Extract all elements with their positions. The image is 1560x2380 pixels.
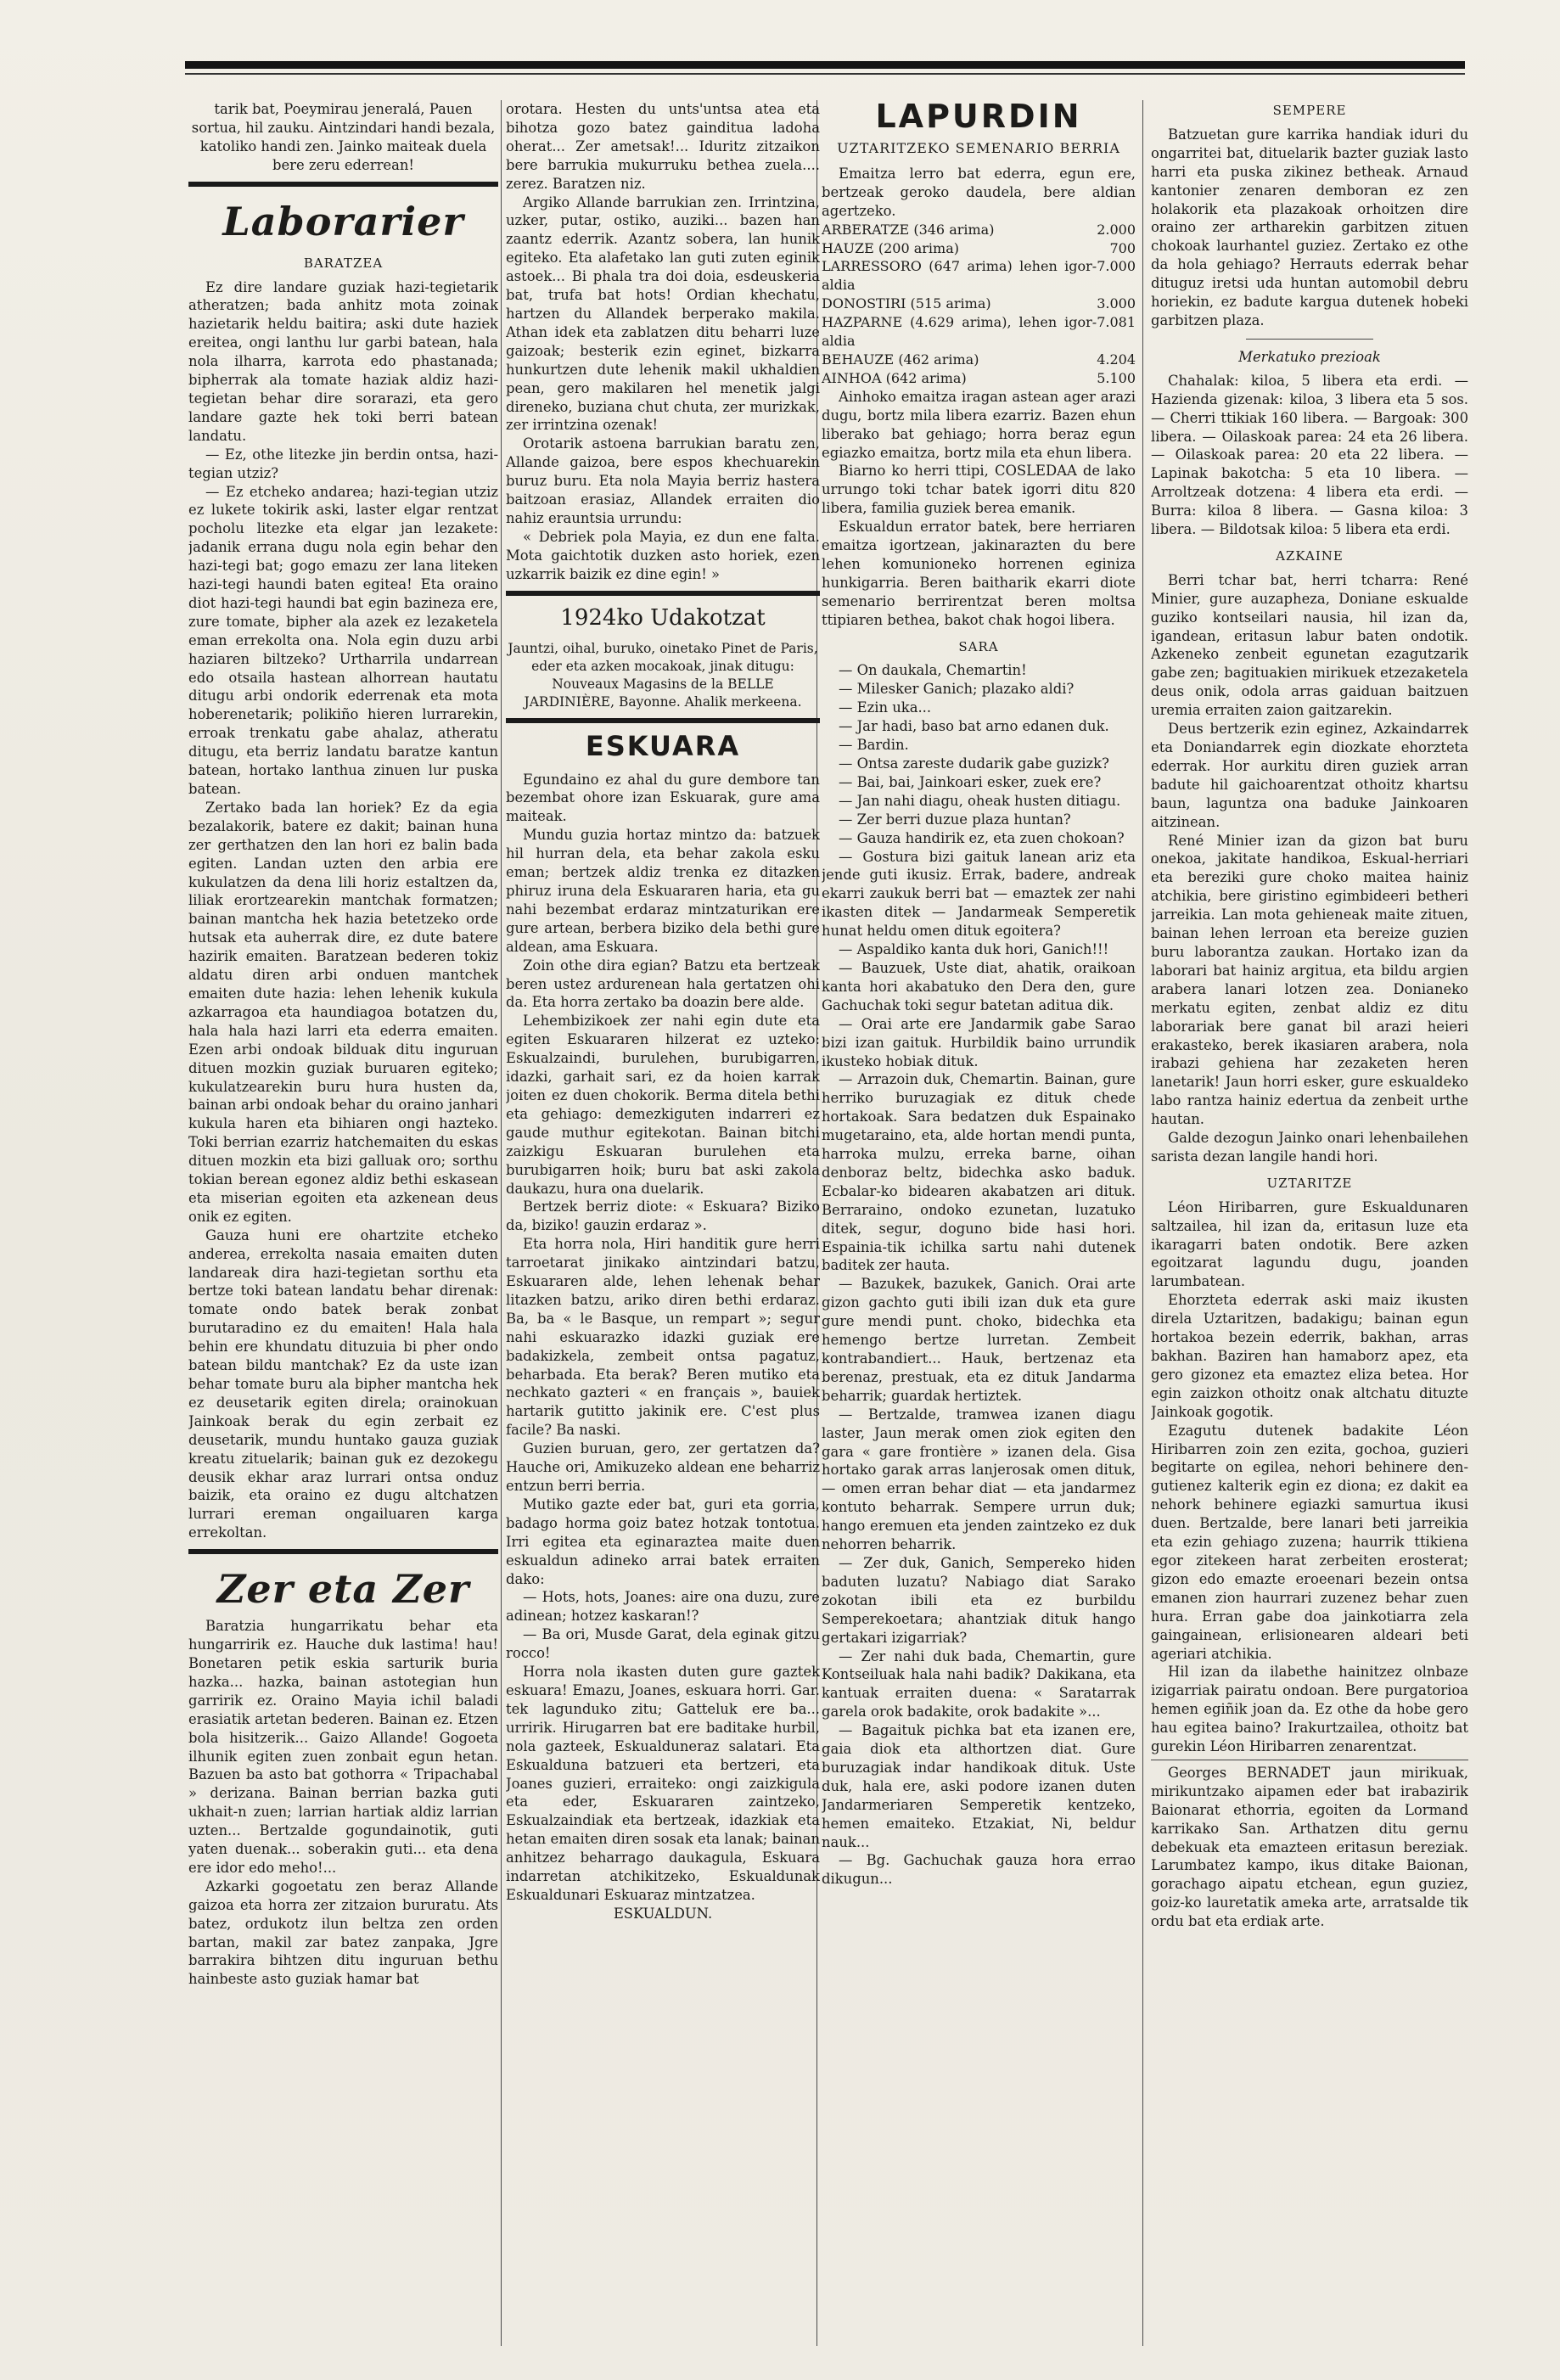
paragraph: Eskualdun errator batek, bere herriaren emaitza igortzean, jakinarazten du bere lehen komunioneko horrenen eginiza hunkigarria. Beren baitharik ekarri diote semenario berrirentzat beren moltsa ttipiaren bethea, bakot chak hogoi libera.: [822, 519, 1136, 628]
azkaine-heading: AZKAINE: [1276, 547, 1344, 564]
column-rule: [1142, 100, 1143, 2346]
paragraph: Ez dire landare guziak hazi-tegietarik atheratzen; bada anhitz mota zoinak hazietarik heldu baitira; aski dute haziek ereitea, ongi lanthu lur garbi batean, hala nola ilharra, karrota edo phastanada; bipherrak ala tomate haziak aldiz hazi-tegietan behar dire sorarazi, eta gero landare gazte hek toki berri batean landatu.: [188, 278, 498, 444]
dialog-line: — Bagaituk pichka bat eta izanen ere, gaia diok eta althortzen diat. Gure buruzagiak indar handikoak dituk. Uste duk, hala ere, aski podore izanen duten Jandarmeriaren Semperetik kentzeko, hemen emaiteko. Etzakiat, Ni, beldur nauk...: [822, 1722, 1136, 1850]
paragraph: Baratzia hungarrikatu behar eta hungarririk ez. Hauche duk lastima! hau! Bonetaren petik eskia sarturik buria hazka... hazka, bainan astotegian hun garririk ez. Oraino Mayia ichil baladi erasiatik artetan bederen. Bainan ez. Etzen bola hisitzerik... Gaizo Allande! Gogoeta ilhunik egiten zuen zonbait egun hetan. Bazuen ba asto bat gothorra « Tripachabal » derizana. Bainan berrian bazka guti ukhait-n zuen; larrian hartiak aldiz larrian uzten... Bertzalde gogundainotik, guti yaten duenak... soberakin guti... eta dena ere idor edo meho!...: [188, 1618, 498, 1876]
top-rule-thin: [185, 73, 1465, 75]
table-cell: 3.000: [1097, 295, 1136, 312]
baratzea-heading: BARATZEA: [303, 255, 384, 271]
paragraph: Batzuetan gure karrika handiak iduri du ongarritei bat, dituelarik bazter guziak lasto harri eta puska zikinez betheak. Arnaud kantonier zenaren demboran ez zen holakorik eta plazakoak orhoitzen dire oraino zer artharekin garbitzen zituen chokoak laurhantel guziez. Zertako ez othe da hola gehiago? Herrauts ederrak behar dituguz iretsi uda huntan automobil debru horiekin, ez badute kargua dutenek hobeki garbitzen plaza.: [1151, 126, 1468, 328]
dialog-line: — Jan nahi diagu, oheak husten ditiagu.: [839, 792, 1121, 809]
dialog-line: — On daukala, Chemartin!: [839, 662, 1027, 679]
table-row: [822, 313, 1136, 351]
column-4: [1151, 100, 1468, 2355]
paragraph: Galde dezogun Jainko onari lehenbailehen sarista dezan langile handi hori.: [1151, 1130, 1468, 1165]
column-1: [188, 100, 498, 2355]
paragraph: Azkarki gogoetatu zen beraz Allande gaizoa eta horra zer zitzaion bururatu. Ats batez, ordukotz ilun beltza zen orden bartan, makil zar batez zanpaka, Jgre barrakira bihtzen ditu inguruan bethu hainbeste asto guziak hamar bat: [188, 1878, 498, 1988]
paragraph: Lehembizikoek zer nahi egin dute eta egiten Eskuararen hilzerat ez uzteko: Eskualzaindi, burulehen, burubigarren, idazki, garhait sari, ez da hoien karrak joiten ez duen chokorik. Berma ditela bethi eta gehiago: demezkiguten indarreri ez gaude muthur egitekotan. Bainan bitchi zaizkigu Eskuaran burulehen eta burubigarren hoik; buru bat aski zakola daukazu, hura ona duelarik.: [506, 1013, 820, 1197]
table-cell: AINHOA (642 arima): [822, 369, 967, 386]
column-3: [822, 100, 1136, 2355]
paragraph: Zertako bada lan horiek? Ez da egia bezalakorik, batere ez dakit; bainan huna zer gerthatzen den lan hori ez balin bada egiten. Landan uzten den arbia ere kukulatzen da dena lili horiz estaltzen da, liliak erortzearekin mantchak formatzen; bainan mantcha hek hazia betetzeko orde hutsak eta auherrak dire, ez dute batere hazirik emaiten. Baratzean bederen tokiz aldatu diren arbi onduen mantchek emaiten dute hazia: lehen lehenik kukula azkarragoa eta haundiagoa botatzen du, hala hala hazi larri eta ederra emaiten. Ezen arbi ondoak bilduak ditu inguruan dituen mozkin guziak buruaren egiteko; kukulatzearekin buru hura husten da, bainan arbi ondoak behar du oraino janhari kukula haren eta bihiaren ongi hazteko. Toki berrian ezarriz hatchemaiten du eskas dituen mozkin eta bizi galluak oro; sorthu tokian berean egonez aldiz bethi eskasean eta miserian egoiten eta azkenean deus onik ez egiten.: [188, 799, 498, 1225]
paragraph: Gauza huni ere ohartzite etcheko anderea, errekolta nasaia emaiten duten landareak dira hazi-tegietan sorthu eta bertze toki batean landatu behar direnak: tomate ondo batek berak zonbat burutaradino ez du emaiten! Hala hala behin ere khundatu dituzuia bi pher ondo batean bildu mantchak? Ez da uste izan behar tomate buru ala bipher mantcha hek ez deusetarik egiten direla; orainokuan Jainkoak berak du egin zerbait ez deusetarik, mundu huntako gauza guziak kreatu zituelarik; bainan guk ez dezokegu deusik ekhar araz lurrari ontsa onduz baizik, eta oraino ez dugu altchatzen lurrari ereman ongailuaren karga errekoltan.: [188, 1226, 498, 1541]
dialog-line: — Arrazoin duk, Chemartin. Bainan, gure herriko buruzagiak ez dituk chede hortakoak. Sara bedatzen duk Espainako mugetaraino, eta, alde hortan mendi punta, harroka mulzu, erreka barne, oihan denboraz beltz, bidechka asko baduk. Ecbalar-ko bidearen akabatzen ari dituk. Berraraino, ondoko ezunetan, luzatuko ditek, segur, doguno bide hasi hori. Espainia-tik ichilka sartu nahi dutenek baditek zer hauta.: [822, 1071, 1136, 1274]
sara-dialog: [822, 661, 1136, 1889]
paragraph: Deus bertzerik ezin eginez, Azkaindarrek eta Doniandarrek egin diozkate ehorzteta ederrak. Hor aurkitu diren guziek arran badute hil gaichoarentzat othoitz khartsu baun, laguntza ona baduke Jainkoaren aitzinean.: [1151, 721, 1468, 830]
semenario-heading: UZTARITZEKO SEMENARIO BERRIA: [837, 140, 1120, 156]
table-cell: HAUZE (200 arima): [822, 239, 959, 256]
paragraph: Guzien buruan, gero, zer gertatzen da? Hauche ori, Amikuzeko aldean ene beharriz entzun berri berria.: [506, 1440, 820, 1494]
paragraph: — Ez, othe litezke jin berdin ontsa, hazi-tegian utziz?: [188, 446, 498, 481]
table-cell: ARBERATZE (346 arima): [822, 221, 995, 238]
donations-table: [822, 221, 1136, 388]
table-cell: HAZPARNE (4.629 arima), lehen igor-aldia: [822, 314, 1097, 350]
paragraph: orotara. Hesten du unts'untsa atea eta bihotza gozo batez gainditua ladoha oherat... Zer ametsak!... Iduritz zitzaikon bere barrukia mukurruku bethea zuela.... zerez. Baratzen niz.: [506, 101, 820, 192]
paragraph: Hil izan da ilabethe hainitzez olnbaze izigarriak pairatu ondoan. Bere purgatorioa hemen egiñik joan da. Ez othe da hobe gero hau egitea baino? Irakurtzailea, othoitz bat gurekin Léon Hiribarren zenarentzat.: [1151, 1664, 1468, 1755]
zer-eta-zer-title: Zer eta Zer: [216, 1566, 470, 1613]
dialog-line: — Zer duk, Ganich, Sempereko hiden baduten luzatu? Nabiago diat Sarako zokotan ibili eta ez burbildu Semperekoetara; ahantziak dituk hango gertakari izigarriak?: [822, 1554, 1136, 1646]
paragraph: Ehorzteta ederrak aski maiz ikusten direla Uztaritzen, badakigu; bainan egun hortakoa bezein ederrik, bakhan, arras bakhan. Baziren han hamaborz apez, eta gero gizonez eta emaztez eliza betea. Hor egin zaizkon othoitz onak altchatu dituzte Jainkoak gogotik.: [1151, 1292, 1468, 1420]
paragraph: Ainhoko emaitza iragan astean ager arazi dugu, bortz mila libera ezarriz. Bazen ehun liberako bat gehiago; horra beraz egun egiazko emaitza, bortz mila eta ehun libera.: [822, 388, 1136, 461]
ad-body: Jauntzi, oihal, buruko, oinetako Pinet de Paris, eder eta azken mocakoak, jinak ditugu: Nouveaux Magasins de la BELLE JARDINIÈRE, Bayonne. Ahalik merkeena.: [508, 640, 818, 710]
dialog-line: — Zer nahi duk bada, Chemartin, gure Kontseiluak hala nahi badik? Dakikana, eta kantuak erraiten duena: « Saratarrak garela orok badakite, orok badakite »...: [822, 1647, 1136, 1720]
dialog-line: — Gostura bizi gaituk lanean ariz eta jende guti ikusiz. Errak, badere, andreak ekarri zaukuk berri bat — emaztek zer nahi ikasten ditek — Jandarmeak Semperetik hunat heldu omen dituk egoitera?: [822, 848, 1136, 940]
markets-heading: Merkatuko prezioak: [1238, 348, 1381, 365]
paragraph: Berri tchar bat, herri tcharra: René Minier, gure auzapheza, Doniane eskualde guziko kontseilari nausia, hil izan da, igandean, eritasun labur baten ondotik. Azkeneko zenbeit egunetan ezagutzarik gabe zen; bagituakien mirikuek etzezaketela deus onik, odola arras gaiduan baitzuen uremia erraiten zaion gaitzarekin.: [1151, 571, 1468, 719]
table-row: [822, 295, 1136, 313]
table-cell: 2.000: [1097, 221, 1136, 238]
paragraph: Orotarik astoena barrukian baratu zen, Allande gaizoa, bere espos khechuarekin buruz buru. Eta nola Mayia berriz hastera baitzoan erasiaz, Allandek erraiten dio nahiz erauntsia urrundu:: [506, 435, 820, 526]
dialog-line: — Gauza handirik ez, eta zuen chokoan?: [839, 829, 1125, 846]
intro-text: tarik bat, Poeymirau jeneralá, Pauen sortua, hil zauku. Aintzindari handi bezala, katoliko handi zen. Jainko maiteak duela bere zeru ederrean!: [191, 101, 496, 173]
paragraph: — Hots, hots, Joanes: aire ona duzu, zure adinean; hotzez kaskaran!?: [506, 1589, 820, 1625]
table-cell: 4.204: [1097, 351, 1136, 368]
table-cell: 7.000: [1097, 258, 1136, 275]
table-cell: DONOSTIRI (515 arima): [822, 295, 991, 312]
section-rule: [506, 718, 820, 723]
paragraph: Bertzek berriz diote: « Eskuara? Biziko da, biziko! gauzin erdaraz ».: [506, 1198, 820, 1234]
paragraph: Eta horra nola, Hiri handitik gure herri tarroetarat jinikako aintzindari batzu, Eskuararen alde, lehen lehenak behar litazken batzu, ariko diren bethi erdaraz. Ba, ba « le Basque, un rempart »; segur nahi eskuarazko idazki guziak ere badakizkela, zembeit ontsa pagatuz, beharbada. Eta berak? Beren mutiko eta nechkato gazteri « en français », bauiek hartarik gutitto jakinik ere. C'est plus facile? Ba naski.: [506, 1236, 820, 1439]
dialog-line: — Bardin.: [839, 737, 909, 754]
top-rule: [185, 61, 1465, 69]
paragraph: Chahalak: kiloa, 5 libera eta erdi. — Hazienda gizenak: kiloa, 3 libera eta 5 sos. — Cherri ttikiak 160 libera. — Bargoak: 300 libera. — Oilaskoak parea: 24 eta 26 libera. — Oilaskoak parea: 20 eta 22 libera. — Lapinak bakotcha: 5 eta 10 libera. — Arroltzeak dotzena: 4 libera eta erdi. — Burra: kiloa 8 libera. — Gasna kiloa: 3 libera. — Bildotsak kiloa: 5 libera eta erdi.: [1151, 372, 1468, 538]
dialog-line: — Orai arte ere Jandarmik gabe Sarao bizi izan gaituk. Hurbildik baino urrundik ikusteko hobiak dituk.: [822, 1015, 1136, 1069]
paragraph: Mutiko gazte eder bat, guri eta gorria, badago horma goiz batez hotzak tontotua. Irri egitea eta eginaraztea maite duen eskualdun adineko arrai batek erraiten dako:: [506, 1496, 820, 1587]
paragraph: Argiko Allande barrukian zen. Irrintzina, uzker, putar, ostiko, auziki... bazen han zaantz ederrik. Azantz sobera, lan hunik egiteko. Eta alafetako lan guti zuten eginik astoek... Bi phala tra doi doia, esdeuskeria bat, trufa bat hots! Ordian khechatu, hartzen du Allandek berperako makila. Athan idek eta zablatzen ditu beharri luze gaizoak; besterik ezin eginet, bizkarra hunkurtzen dute lehenik makil ukhaldien pean, gero makilaren hel menetik jalgi direneko, buziana chut chuta, zer murizkak, zer irrintzina ozenak!: [506, 194, 820, 434]
column-2: [506, 100, 820, 2355]
dialog-line: — Ontsa zareste dudarik gabe guzizk?: [839, 755, 1109, 772]
paragraph: — Ba ori, Musde Garat, dela eginak gitzu rocco!: [506, 1626, 820, 1662]
table-row: [822, 239, 1136, 258]
laborarier-title: Laborarier: [222, 198, 464, 244]
paragraph: Emaitza lerro bat ederra, egun ere, bertzeak geroko daudela, bere aldian agertzeko.: [822, 165, 1136, 219]
paragraph: Horra nola ikasten duten gure gaztek eskuara! Emazu, Joanes, eskuara horri. Gar. tek lagunduko zitu; Gatteluk ere ba... urririk. Hirugarren bat ere baditake hurbil, nola gazteek, Eskualduneraz salatari. Eta Eskualduna batzueri eta bertzeri, eta Joanes guzieri, erraiteko: ongi zaizkigula eta eder, Eskuararen zaintzeko, Eskualzaindiak eta bertzeak, idazkiak eta hetan emaiten diren sosak eta lanak; bainan anhitzez beharrago daukagula, Eskuara indarretan atchikitzeko, Eskualdunak Eskualdunari Eskuaraz mintzatzea.: [506, 1664, 820, 1903]
table-row: [822, 351, 1136, 369]
table-cell: 5.100: [1097, 369, 1136, 386]
dialog-line: — Milesker Ganich; plazako aldi?: [839, 681, 1075, 698]
dialog-line: — Bauzuek, Uste diat, ahatik, oraikoan kanta hori akabatuko den Dera den, gure Gachuchak toki segur batetan aditua dik.: [822, 959, 1136, 1013]
section-rule: [188, 1549, 498, 1554]
column-rule: [501, 100, 502, 2346]
table-cell: LARRESSORO (647 arima) lehen igor-aldia: [822, 258, 1097, 294]
divider: [1246, 339, 1373, 340]
paragraph: Ezagutu dutenek badakite Léon Hiribarren zoin zen ezita, gochoa, guzieri begitarte on egilea, nehori behinere den-gutienez kalterik egin ez diona; ez dakit ea nehork behinere egiazki samurtua ikusi duen. Bertzalde, bere lanari beti jarreikia eta ezin gehiago zuzena; haurrik ttikiena egor zitekeen harat zerbeiten erosterat; gizon edo emazte eroeenari bezein ontsa emanen zion haurrari zuzenez behar zuen hura. Erran gabe doa jainkotiarra zela gaingainean, erlisionearen aldeari beti ageriari atchikia.: [1151, 1422, 1468, 1662]
dialog-line: — Bg. Gachuchak gauza hora errao dikugun...: [822, 1852, 1136, 1888]
paragraph: Zoin othe dira egian? Batzu eta bertzeak beren ustez ardurenean hala gertatzen ohi da. Eta horra zertako ba doazin bere alde.: [506, 957, 820, 1011]
dialog-line: — Jar hadi, baso bat arno edanen duk.: [839, 718, 1109, 735]
lapurdin-title: LAPURDIN: [875, 100, 1082, 135]
uztaritze-heading: UZTARITZE: [1266, 1175, 1353, 1191]
eskuara-title: ESKUARA: [585, 729, 741, 762]
dialog-line: — Aspaldiko kanta duk hori, Ganich!!!: [839, 941, 1109, 958]
table-cell: 700: [1109, 239, 1136, 256]
paragraph: Mundu guzia hortaz mintzo da: batzuek hil hurran dela, eta behar zakola esku eman; bertzek aldiz trenka ez ditazken phiruz iruna dela Eskuararen haria, eta gu nahi bezembat erdaraz mintzaturikan ere gure artean, berbera biziko dela bethi gure aldean, ama Eskuara.: [506, 827, 820, 955]
paragraph: Egundaino ez ahal du gure dembore tan bezembat ohore izan Eskuarak, gure ama maiteak.: [506, 771, 820, 825]
dialog-line: — Bazukek, bazukek, Ganich. Orai arte gizon gachto guti ibili izan duk eta gure gure mendi punt. choko, bidechka eta hemengo bertze lurretan. Zembeit kontrabandiert... Hauk, bertzenaz eta berenaz, prestuak, eta ez dituk Jandarma beharrik; guardak hertiztek.: [822, 1276, 1136, 1404]
sara-heading: SARA: [958, 638, 999, 654]
section-rule: [506, 591, 820, 596]
ad-title: 1924ko Udakotzat: [560, 604, 766, 631]
dialog-line: — Bai, bai, Jainkoari esker, zuek ere?: [839, 773, 1102, 790]
dialog-line: — Bertzalde, tramwea izanen diagu laster, Jaun merak omen ziok egiten den gara « gare frontière » izanen dela. Gisa hortako garak arras lanjerosak omen dituk, — omen erran behar diat — eta jandarmez kontuto beharrak. Sempere urrun duk; hango eremuen eta jenden zaintzeko ez duk nehorren beharrik.: [822, 1406, 1136, 1553]
signature: ESKUALDUN.: [613, 1905, 713, 1922]
sempere-heading: SEMPERE: [1272, 103, 1347, 118]
table-row: [822, 257, 1136, 295]
dialog-line: — Ezin uka...: [839, 699, 932, 716]
paragraph: Biarno ko herri ttipi, COSLEDAA de lako urrungo toki tchar batek igorri ditu 820 libera, familia guziek berea emanik.: [822, 463, 1136, 517]
paragraph: René Minier izan da gizon bat buru onekoa, jakitate handikoa, Eskual-herriari eta bereziki gure choko maitea hainiz atchikia, bere giristino egimbideeri betheri jarreikia. Lan mota gehieneak maite zituen, bainan lehen lerroan eta bereize guzien buru laborantza zaukan. Hortako izan da laborari bat hainiz argitua, eta bildu argien arabera lanari lotzen zea. Donianeko merkatu egiten, zenbat aldiz ez ditu laborariak bere ganat bil arazi heieri erakasteko, berek ikasiaren arabera, nola irabazi gehiena har zezaketen heren lanetarik! Jaun horri esker, gure eskualdeko labo rantza hainiz edertua da zenbeit urthe hautan.: [1151, 832, 1468, 1128]
table-cell: BEHAUZE (462 arima): [822, 351, 979, 368]
paragraph: Léon Hiribarren, gure Eskualdunaren saltzailea, hil izan da, eritasun luze eta ikaragarri baten ondotik. Bere azken egoitzarat lagundu dugu, joanden larumbatean.: [1151, 1198, 1468, 1290]
paragraph: Georges BERNADET jaun mirikuak, mirikuntzako aipamen eder bat irabazirik Baionarat ethorria, egoiten da Lormand karrikako San. Arthatzen ditu gernu debekuak eta emazteen eritasun bereziak. Larumbatez kampo, ikus ditake Baionan, gorachago aipatu etchean, egun guziez, goiz-ko lauretatik ameka arte, arratsalde tik ordu bat eta erdiak arte.: [1151, 1764, 1468, 1930]
table-row: [822, 369, 1136, 388]
dialog-line: — Zer berri duzue plaza huntan?: [839, 811, 1071, 828]
section-rule: [188, 182, 498, 187]
paragraph: — Ez etcheko andarea; hazi-tegian utziz ez lukete tokirik aski, laster elgar rentzat pocholu litezke eta elgar jan lezakete: jadanik errana dugu nola egin behar den hazi-tegi bat; gogo emazu zer lana liteken hazi-tegi haundi baten egitea! Eta oraino diot hazi-tegi haundi bat egin bazineza ere, zure tomate, bipher ala azek ez lezaketela eman errekolta ona. Nola egin duzu arbi haziaren biltzeko? Urtharrila undarrean edo otsaila hastean alhorrean hautatu ditugu arbi ondorik ederrenak eta mota hoberenetarik; polikiño hieren lurrarekin, erroak trenkatu gabe ahalaz, atheratu ditugu, eta berriz landatu baratze kantun batean, hortako lanthua zinuen lur puska batean.: [188, 483, 498, 797]
table-cell: 7.081: [1097, 314, 1136, 331]
table-row: [822, 221, 1136, 239]
paragraph: « Debriek pola Mayia, ez dun ene falta. Mota gaichtotik duzken asto horiek, ezen uzkarrik baizik ez dine egin! »: [506, 528, 820, 582]
